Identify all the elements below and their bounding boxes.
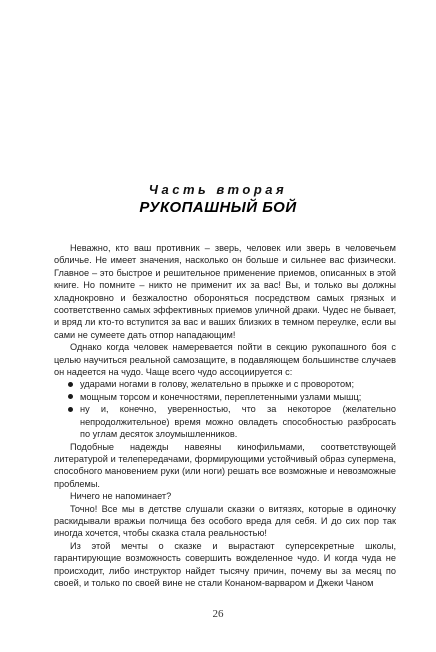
paragraph: Ничего не напоминает? (70, 491, 172, 502)
list-item: ну и, конечно, уверенностью, что за некоторое (желательно непродолжительное) время можно овладеть способностью разбросать по углам десяток злоумышленников. (54, 403, 396, 440)
body-text (54, 242, 396, 589)
page-number: 26 (212, 608, 224, 620)
bullet-list (54, 378, 396, 440)
chapter-title: РУКОПАШНЫЙ БОЙ (139, 199, 297, 216)
paragraph: Точно! Все мы в детстве слушали сказки о витязях, которые в одиночку раскидывали вражьи полчища без особого вреда для себя. И до сих пор так иногда хочется, чтобы сказка стала реальностью! (54, 503, 396, 539)
paragraph: Неважно, кто ваш противник – зверь, человек или зверь в человечьем обличье. Не имеет значения, насколько он больше и сильнее вас физически. Главное – это быстрое и решительное применение приемов, описанных в этой книге. Но помните – никто не применит их за вас! Вы, и только вы должны хладнокровно и безжалостно обороняться посредством самых грязных и соответственно самых эффективных приемов уличной драки. Чудес не бывает, и вряд ли кто-то вступится за вас и ваших близких в темном переулке, если вы сами не сумеете дать отпор нападающим! (54, 243, 396, 340)
paragraph: Однако когда человек намеревается пойти в секцию рукопашного боя с целью научиться реальной самозащите, в подавляющем большинстве случаев он надеется на чудо. Чаще всего чудо ассоциируется с: (54, 342, 396, 378)
list-item: мощным торсом и конечностями, переплетенными узлами мышц; (54, 391, 396, 403)
paragraph: Подобные надежды навеяны кинофильмами, соответствующей литературой и телепередачами, формирующими устойчивый образ супермена, способного мановением руки (или ноги) решать все возможные и невозможные проблемы. (54, 441, 396, 489)
part-title: Часть вторая (148, 182, 288, 197)
paragraph: Из этой мечты о сказке и вырастают суперсекретные школы, гарантирующие возможность совершить вожделенное чудо. И когда чуда не происходит, либо инструктор найдет тысячу причин, почему вы за месяц по своей, и только по своей вине не стали Конаном-варваром и Джеки Чаном (54, 540, 396, 588)
list-item: ударами ногами в голову, желательно в прыжке и с проворотом; (54, 378, 396, 390)
